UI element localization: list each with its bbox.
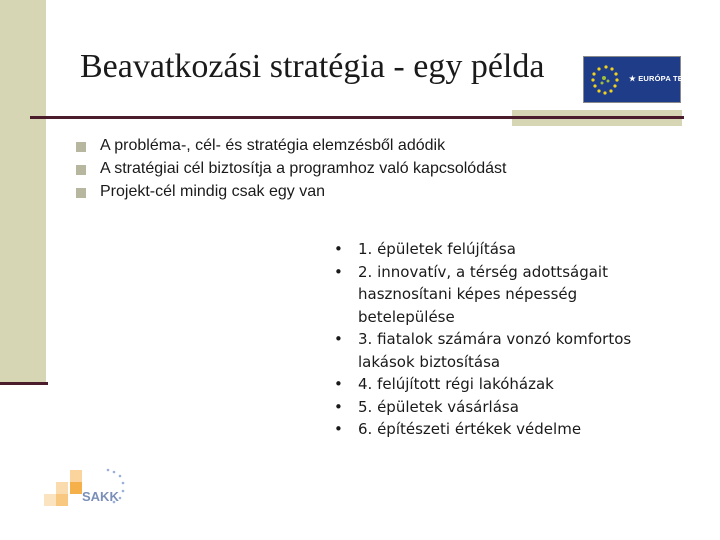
goal-text: 4. felújított régi lakóházak bbox=[358, 375, 554, 393]
main-bullet-list bbox=[76, 137, 506, 206]
dot-bullet-icon: • bbox=[334, 375, 343, 393]
goal-item bbox=[332, 261, 658, 329]
bullet-item bbox=[76, 183, 506, 206]
dot-bullet-icon: • bbox=[334, 262, 343, 281]
goal-item bbox=[332, 328, 658, 373]
square-bullet-icon bbox=[76, 165, 86, 175]
sakk-label: SAKK bbox=[82, 489, 119, 504]
project-goals-list bbox=[332, 238, 658, 441]
bullet-text: Projekt-cél mindig csak egy van bbox=[100, 183, 325, 200]
dot-bullet-icon: • bbox=[334, 330, 343, 348]
bullet-item bbox=[76, 137, 506, 160]
decorative-side-bar bbox=[0, 0, 46, 384]
sakk-logo bbox=[36, 466, 128, 510]
bullet-text: A stratégiai cél biztosítja a programhoz való kapcsolódást bbox=[100, 160, 507, 177]
square-bullet-icon bbox=[76, 142, 86, 152]
goal-item bbox=[332, 418, 658, 441]
bullet-item bbox=[76, 160, 506, 183]
bullet-text: A probléma-, cél- és stratégia elemzésből adódik bbox=[100, 137, 446, 154]
goal-text: 3. fiatalok számára vonzó komfortos lakások biztosítása bbox=[358, 330, 632, 371]
dot-bullet-icon: • bbox=[334, 420, 343, 438]
europa-terv-label: ★ EURÓPA TERV bbox=[629, 74, 694, 83]
goal-text: 5. épületek vásárlása bbox=[358, 397, 519, 416]
europa-terv-logo bbox=[583, 56, 694, 103]
title-divider-accent bbox=[512, 116, 684, 119]
goal-text: 6. építészeti értékek védelme bbox=[358, 420, 582, 438]
goal-item bbox=[332, 373, 658, 396]
dot-bullet-icon: • bbox=[334, 397, 343, 416]
decorative-side-bar-edge bbox=[0, 382, 48, 385]
square-bullet-icon bbox=[76, 188, 86, 198]
goal-text: 1. épületek felújítása bbox=[358, 240, 516, 258]
dot-bullet-icon: • bbox=[334, 240, 343, 258]
goal-item bbox=[332, 238, 658, 261]
goal-text: 2. innovatív, a térség adottságait hasznosítani képes népesség betelepülése bbox=[358, 262, 608, 326]
slide-title: Beavatkozási stratégia - egy példa bbox=[80, 48, 545, 85]
goal-item bbox=[332, 396, 658, 419]
